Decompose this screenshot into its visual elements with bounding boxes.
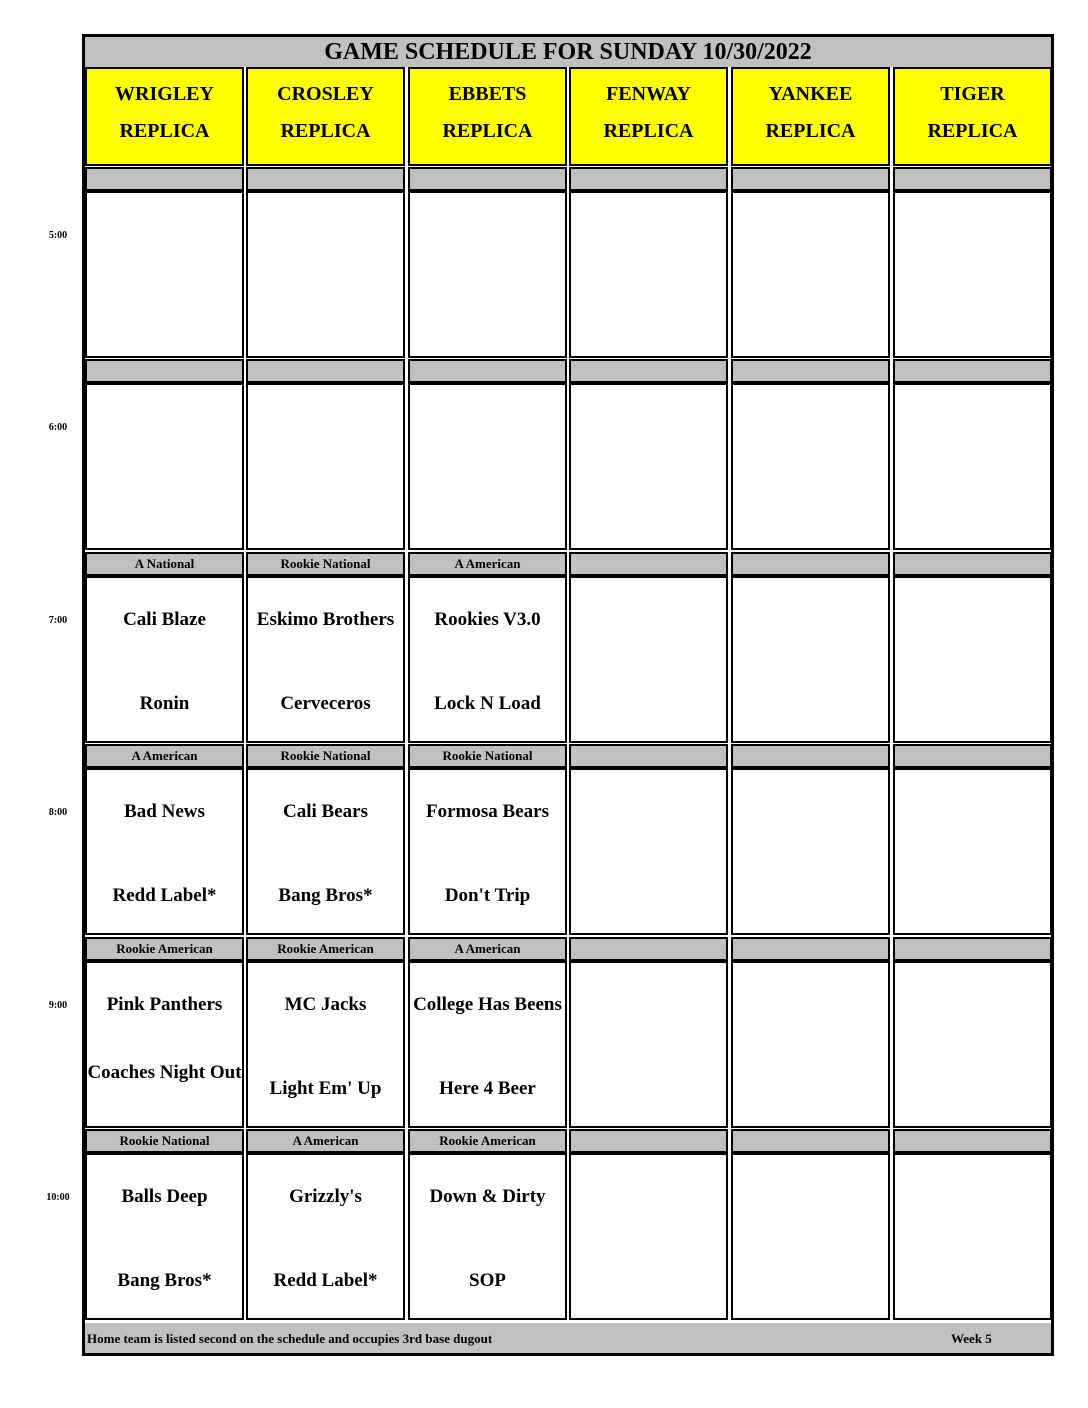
away-team: Cali Bears [283, 801, 368, 822]
game-cell [731, 768, 890, 935]
game-cell [893, 576, 1052, 743]
division-band: Rookie American [408, 1129, 567, 1153]
away-team: Eskimo Brothers [256, 609, 395, 630]
game-cell [731, 383, 890, 550]
field-name: CROSLEY [277, 83, 374, 105]
division-band: A American [246, 1129, 405, 1153]
game-cell [408, 768, 567, 935]
home-team: SOP [469, 1270, 506, 1291]
division-band [731, 359, 890, 383]
division-band: Rookie National [246, 552, 405, 576]
away-team: Bad News [124, 801, 205, 822]
division-band [408, 359, 567, 383]
field-sub: REPLICA [280, 120, 371, 142]
home-team: Cerveceros [280, 693, 371, 714]
game-cell [85, 576, 244, 743]
division-band [85, 167, 244, 191]
division-band [85, 359, 244, 383]
division-band [569, 552, 728, 576]
division-band [569, 1129, 728, 1153]
game-cell [893, 768, 1052, 935]
game-cell [731, 1153, 890, 1320]
time-label: 7:00 [48, 615, 68, 626]
away-team: Formosa Bears [426, 801, 549, 822]
game-cell [85, 383, 244, 550]
game-cell [569, 191, 728, 358]
time-label: 6:00 [48, 422, 68, 433]
away-team: Balls Deep [121, 1186, 208, 1207]
division-band: A American [85, 744, 244, 768]
division-band [246, 359, 405, 383]
footer-bar [85, 1323, 1051, 1353]
away-team: Rookies V3.0 [434, 609, 541, 630]
division-band [246, 167, 405, 191]
division-band [569, 744, 728, 768]
division-band [569, 359, 728, 383]
division-band: Rookie American [246, 937, 405, 961]
field-name: TIGER [940, 83, 1005, 105]
field-header-wrigley [85, 67, 244, 166]
away-team: MC Jacks [284, 994, 367, 1015]
division-band [893, 167, 1052, 191]
game-cell [246, 1153, 405, 1320]
game-cell [246, 383, 405, 550]
division-band [893, 744, 1052, 768]
division-band [893, 1129, 1052, 1153]
field-name: YANKEE [768, 83, 853, 105]
division-band [408, 167, 567, 191]
home-team: Redd Label* [112, 885, 217, 906]
game-cell [246, 961, 405, 1128]
game-cell [569, 768, 728, 935]
division-band: A American [408, 552, 567, 576]
division-band [569, 167, 728, 191]
division-band [893, 359, 1052, 383]
game-cell [893, 961, 1052, 1128]
field-header-ebbets [408, 67, 567, 166]
game-cell [731, 191, 890, 358]
game-cell [569, 576, 728, 743]
field-sub: REPLICA [442, 120, 533, 142]
away-team: Cali Blaze [123, 609, 206, 630]
game-cell [85, 961, 244, 1128]
footer-note: Home team is listed second on the schedule and occupies 3rd base dugout [87, 1331, 493, 1346]
game-cell [569, 383, 728, 550]
page-title: GAME SCHEDULE FOR SUNDAY 10/30/2022 [85, 37, 1051, 67]
week-label: Week 5 [951, 1331, 992, 1346]
field-sub: REPLICA [603, 120, 694, 142]
home-team: Redd Label* [273, 1270, 378, 1291]
division-band [731, 552, 890, 576]
division-band: Rookie National [408, 744, 567, 768]
home-team: Bang Bros* [278, 885, 373, 906]
time-label: 10:00 [46, 1192, 70, 1203]
field-header-crosley [246, 67, 405, 166]
field-name: WRIGLEY [115, 83, 214, 105]
game-cell [408, 961, 567, 1128]
field-header-yankee [731, 67, 890, 166]
field-header-tiger [893, 67, 1052, 166]
division-band [731, 744, 890, 768]
home-team: Lock N Load [434, 693, 541, 714]
game-cell [408, 576, 567, 743]
division-band [893, 552, 1052, 576]
division-band [569, 937, 728, 961]
game-cell [246, 191, 405, 358]
home-team: Coaches Night Out [87, 1062, 242, 1083]
away-team: Down & Dirty [429, 1186, 546, 1207]
game-cell [408, 1153, 567, 1320]
division-band [731, 1129, 890, 1153]
game-cell [731, 961, 890, 1128]
division-band [731, 937, 890, 961]
away-team: Pink Panthers [106, 994, 223, 1015]
field-sub: REPLICA [927, 120, 1018, 142]
field-header-fenway [569, 67, 728, 166]
division-band: Rookie American [85, 937, 244, 961]
division-band: Rookie National [85, 1129, 244, 1153]
home-team: Here 4 Beer [439, 1078, 536, 1099]
game-cell [85, 768, 244, 935]
field-name: FENWAY [606, 83, 691, 105]
game-cell [893, 1153, 1052, 1320]
home-team: Don't Trip [444, 885, 531, 906]
field-sub: REPLICA [765, 120, 856, 142]
division-band: Rookie National [246, 744, 405, 768]
division-band: A National [85, 552, 244, 576]
game-cell [408, 383, 567, 550]
home-team: Ronin [139, 693, 190, 714]
field-sub: REPLICA [119, 120, 210, 142]
game-cell [85, 191, 244, 358]
away-team: Grizzly's [289, 1186, 362, 1207]
game-cell [246, 576, 405, 743]
game-cell [569, 961, 728, 1128]
game-cell [85, 1153, 244, 1320]
time-label: 8:00 [48, 807, 68, 818]
division-band [731, 167, 890, 191]
game-cell [731, 576, 890, 743]
game-cell [408, 191, 567, 358]
game-cell [569, 1153, 728, 1320]
game-cell [893, 383, 1052, 550]
home-team: Light Em' Up [269, 1078, 382, 1099]
field-name: EBBETS [448, 83, 527, 105]
division-band: A American [408, 937, 567, 961]
time-label: 5:00 [48, 230, 68, 241]
time-label: 9:00 [48, 1000, 68, 1011]
away-team: College Has Beens [413, 994, 562, 1015]
game-cell [893, 191, 1052, 358]
game-cell [246, 768, 405, 935]
home-team: Bang Bros* [117, 1270, 212, 1291]
division-band [893, 937, 1052, 961]
